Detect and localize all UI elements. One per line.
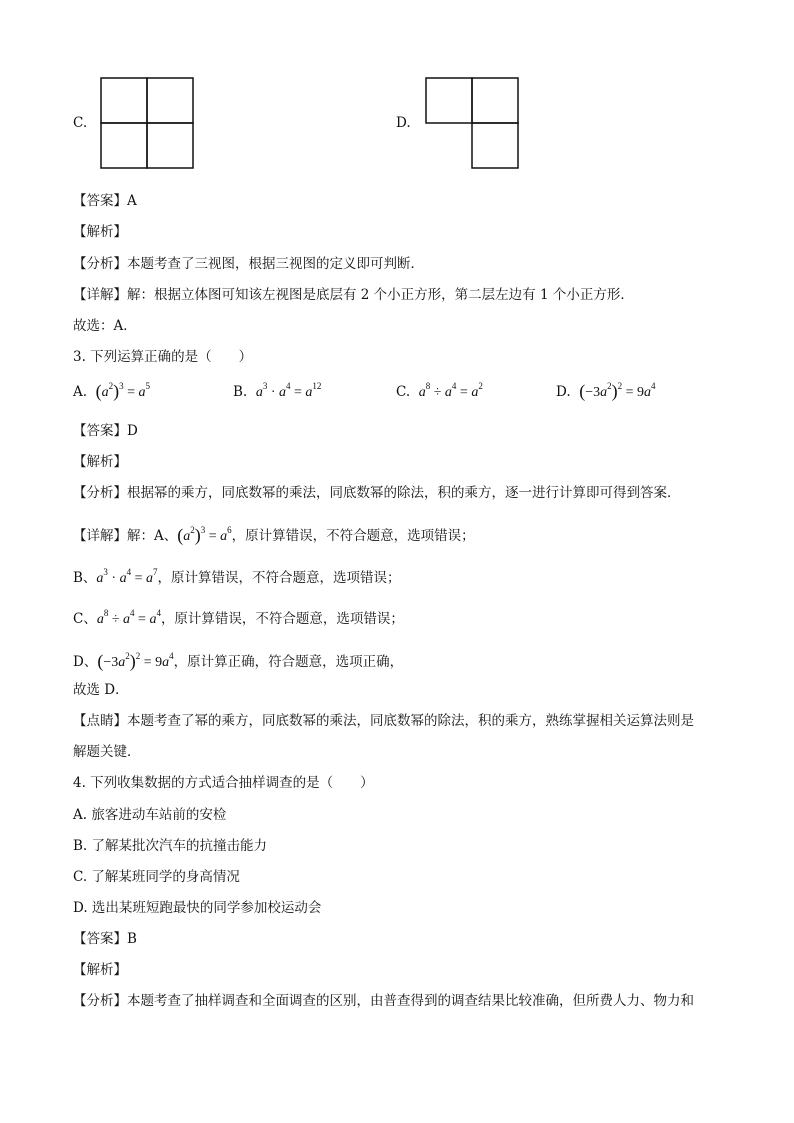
q2-detail: 【详解】解：根据立体图可知该左视图是底层有 2 个小正方形，第二层左边有 1 个小正方形． [73, 287, 634, 303]
q2-analysis-heading: 【解析】 [73, 224, 127, 240]
q3-option-a: A. $(a^2)^3 = a^5$ [73, 381, 151, 401]
q3-detail-c: C、$a^8 \div a^4 = a^4$，原计算错误，不符合题意，选项错误； [73, 608, 404, 627]
q3-comment-line1: 【点睛】本题考查了幂的乘方，同底数幂的乘法，同底数幂的除法，积的乘方，熟练掌握相关运算法则是 [73, 713, 694, 729]
q2-analysis: 【分析】本题考查了三视图，根据三视图的定义即可判断． [73, 256, 424, 272]
q3-detail-d: D、$(-3a^2)^2 = 9a^4$，原计算正确，符合题意，选项正确， [73, 651, 404, 671]
q3-detail-c-formula: $a^8 \div a^4 = a^4$ [96, 608, 161, 627]
q3-answer: 【答案】D [73, 423, 138, 439]
q3-conclusion: 故选 D． [73, 682, 129, 698]
q3-option-b-formula: $a^3 \cdot a^4 = a^{12}$ [252, 381, 322, 400]
q3-option-b: B. $a^3 \cdot a^4 = a^{12}$ [233, 381, 322, 400]
q3-detail-d-formula: $(-3a^2)^2 = 9a^4$ [97, 651, 174, 671]
q3-option-d: D. $(-3a^2)^2 = 9a^4$ [556, 381, 656, 401]
q4-answer: 【答案】B [73, 931, 137, 947]
q4-option-b: B. 了解某批次汽车的抗撞击能力 [73, 838, 268, 854]
q3-option-c-formula: $a^8 \div a^4 = a^2$ [415, 381, 483, 400]
q4-option-d: D. 选出某班短跑最快的同学参加校运动会 [73, 900, 322, 916]
q2-conclusion: 故选：A． [73, 318, 137, 334]
q2-answer: 【答案】A [73, 193, 137, 209]
q3-comment-line2: 解题关键． [73, 744, 141, 760]
q3-analysis: 【分析】根据幂的乘方，同底数幂的乘法，同底数幂的除法，积的乘方，逐一进行计算即可得到答案． [73, 485, 681, 501]
q3-stem: 3. 下列运算正确的是（ ） [73, 349, 253, 365]
q4-analysis-heading: 【解析】 [73, 962, 127, 978]
q3-detail-a: 【详解】解：A、$(a^2)^3 = a^6$，原计算错误，不符合题意，选项错误； [73, 525, 475, 545]
figure-d-shape [425, 77, 520, 170]
option-d-label: D. [396, 115, 411, 131]
q3-detail-b-formula: $a^3 \cdot a^4 = a^7$ [96, 567, 158, 586]
q4-option-a: A. 旅客进动车站前的安检 [73, 807, 227, 823]
q3-detail-b: B、$a^3 \cdot a^4 = a^7$，原计算错误，不符合题意，选项错误； [73, 567, 401, 586]
q4-option-c: C. 了解某班同学的身高情况 [73, 869, 240, 885]
q3-analysis-heading: 【解析】 [73, 454, 127, 470]
q3-option-d-formula: $(-3a^2)^2 = 9a^4$ [579, 381, 656, 401]
q3-option-c: C. $a^8 \div a^4 = a^2$ [396, 381, 483, 400]
figure-c-grid [100, 77, 195, 170]
q3-detail-a-formula: $(a^2)^3 = a^6$ [177, 525, 232, 545]
q3-option-a-formula: $(a^2)^3 = a^5$ [95, 381, 151, 401]
option-c-label: C. [73, 115, 88, 131]
q4-stem: 4. 下列收集数据的方式适合抽样调查的是（ ） [73, 775, 374, 791]
q4-analysis: 【分析】本题考查了抽样调查和全面调查的区别，由普查得到的调查结果比较准确，但所费人力、物力和 [73, 993, 694, 1009]
